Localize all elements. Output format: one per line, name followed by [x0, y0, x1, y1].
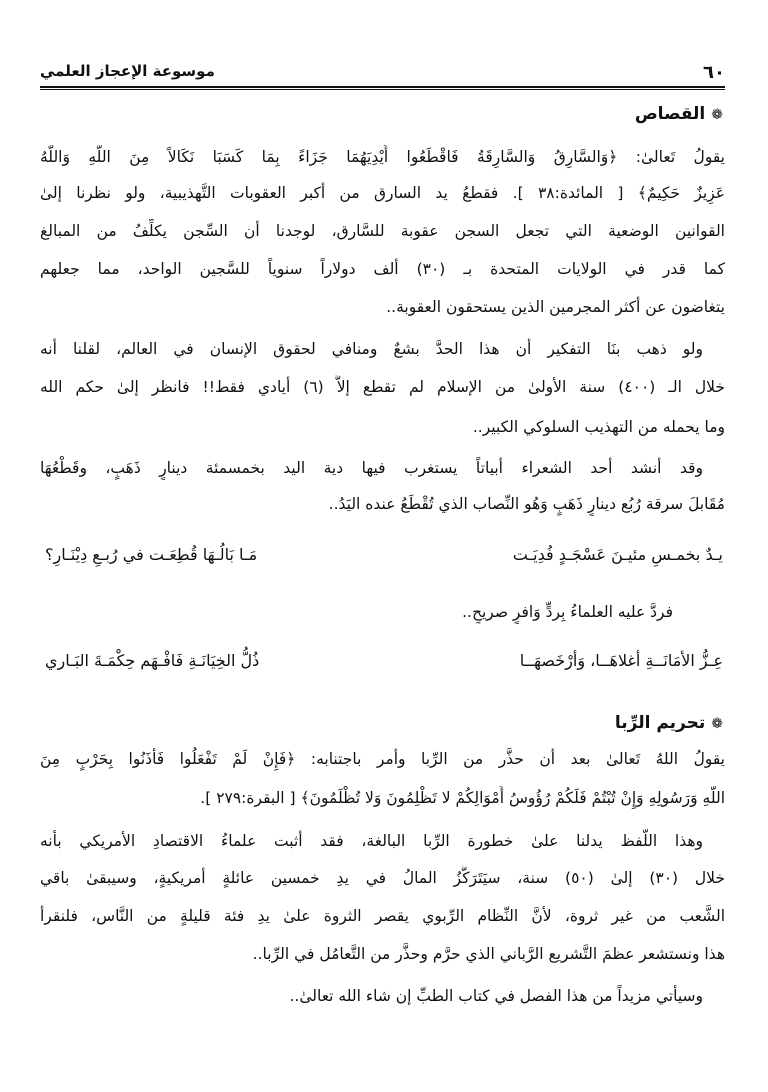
- header-rule-thin: [40, 89, 725, 90]
- paragraph-line: هذا ونستشعر عظمَ التَّشريع الرَّباني الذي حرَّم وحذَّر من التَّعامُل في الرِّبا..: [252, 945, 725, 963]
- paragraph-line: مُقَابلَ سرقة رُبُع دينارٍ ذَهَبٍ وَهُو النِّصاب الذي تُقْطَعُ عنده اليَدُ..: [328, 495, 725, 513]
- flower-ornament-icon: ❁: [711, 716, 723, 732]
- page-number: ٦٠: [703, 62, 725, 83]
- poem2-first-hemistich: عِـزُّ الأمَانَــةِ أغلاهَــا، وَأرْخَصهَــا: [519, 651, 723, 670]
- paragraph-line: وما يحمله من التهذيب السلوكي الكبير..: [472, 418, 725, 436]
- paragraph-line: القوانين الوضعية التي تجعل السجن عقوبة للسَّارق، لوجدنا أن السِّجن يكلِّفُ من المبالغ: [40, 222, 725, 240]
- paragraph-line: عَزِيزٌ حَكِيمٌ﴾ [ المائدة:٣٨ ]. فقطعُ يد السارق من أكبر العقوبات التَّهذيبية، ولو نظرنا إلىٰ: [40, 184, 725, 202]
- book-title: موسوعة الإعجاز العلمي: [40, 62, 215, 80]
- flower-ornament-icon: ❁: [711, 107, 723, 123]
- paragraph-line: خلال (٣٠) إلىٰ (٥٠) سنة، سيَتَرَكَّزُ المالُ في يدِ خمسين عائلةٍ أمريكيةٍ، وسيبقىٰ باقي: [40, 869, 725, 887]
- paragraph-line: يقولُ تَعالىٰ: ﴿وَالسَّارِقُ وَالسَّارِقَةُ فَاقْطَعُوا أَيْدِيَهُمَا جَزَاءً بِمَا كَسَبَا نَكَالاً مِنَ اللَّهِ وَاللَّهُ: [40, 148, 725, 166]
- paragraph-line: الشَّعب من غير ثروة، لأنَّ النِّظام الرِّبوي يقصر الثروة علىٰ يدِ فئة قليلةٍ من النَّاس، فلنقرأ: [40, 907, 725, 925]
- paragraph-line: وهذا اللَّفظ يدلنا علىٰ خطورة الرِّبا البالغة، فقد أثبت علماءُ الاقتصادِ الأمريكي بأنه: [40, 832, 703, 850]
- reply-line: فردَّ عليه العلماءُ بِردٍّ وَافرٍ صريحٍ..: [462, 603, 673, 621]
- poem2-second-hemistich: ذُلُّ الخِيَانَـةِ فَافْـهَم حِكْمَـةَ البَـاري: [45, 651, 260, 670]
- paragraph-line: كما قدر في الولايات المتحدة بـ (٣٠) ألف دولاراً سنوياً للسَّجين الواحد، مما جعلهم: [40, 260, 725, 278]
- paragraph-line: اللَّهِ وَرَسُولِهِ وَإِنْ تُبْتُمْ فَلَكُمْ رُؤُوسُ أَمْوَالِكُمْ لا تَظْلِمُونَ وَلا تُظْلَمُونَ﴾ [ البقرة:٢٧٩ ].: [200, 789, 725, 807]
- paragraph-line: يقولُ اللهُ تَعالىٰ بعد أن حذَّر من الرِّبا وأمر باجتنابه: ﴿فَإِنْ لَمْ تَفْعَلُوا فَأْذَنُوا بِحَرْبٍ مِنَ: [40, 750, 725, 768]
- section-heading-qisas: ❁القصاص: [634, 104, 723, 124]
- paragraph-line: ولو ذهب بنَا التفكير أن هذا الحدَّ بشعٌ ومنافي لحقوق الإنسان في العالم، لقلنا أنه: [40, 340, 703, 358]
- paragraph-line: وسيأتي مزيداً من هذا الفصل في كتاب الطبِّ إن شاء الله تعالىٰ..: [289, 987, 703, 1005]
- section-heading-riba: ❁تحريم الرِّبا: [614, 713, 723, 733]
- paragraph-line: وقد أنشد أحد الشعراء أبياتاً يستغرب فيها دية اليد بخمسمئة دينارٍ ذَهَبٍ، وقَطْعُهَا: [40, 459, 703, 477]
- paragraph-line: يتغاضون عن أكثر المجرمين الذين يستحقون العقوبة..: [386, 298, 725, 316]
- paragraph-line: خلال الـ (٤٠٠) سنة الأولىٰ من الإسلام لم تقطع إلاَّ (٦) أيادي فقط!! فانظر إلىٰ حكم الله: [40, 378, 725, 396]
- poem1-second-hemistich: مَـا بَالُـهَا قُطِعَـت في رُبـعِ دِيْنَـارِ؟: [45, 545, 258, 564]
- poem1-first-hemistich: يـدٌ بخمـسِ مئيـنَ عَسْجَـدٍ فُدِيَـت: [512, 545, 723, 564]
- page-header: [40, 62, 725, 84]
- header-rule: [40, 86, 725, 88]
